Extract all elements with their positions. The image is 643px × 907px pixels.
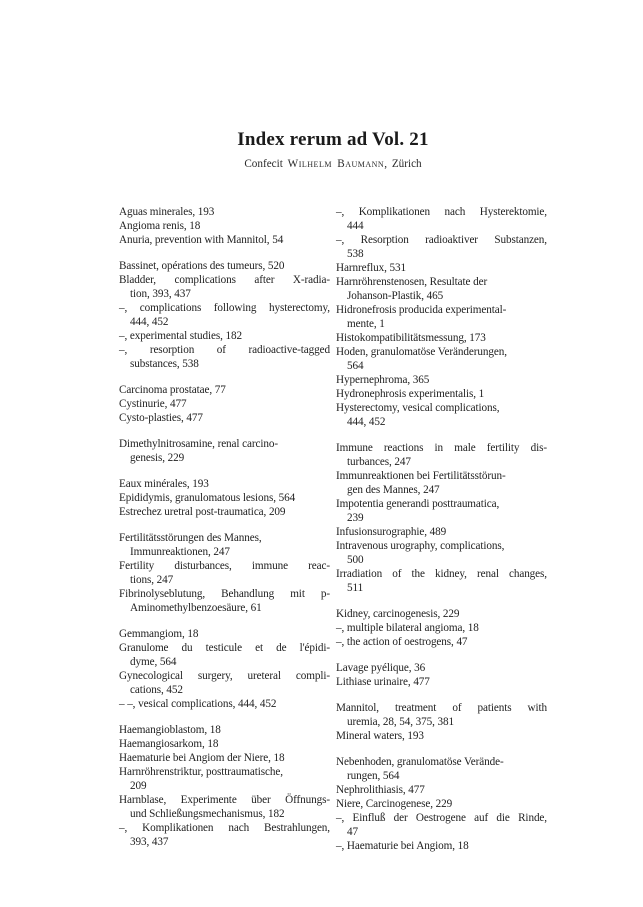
index-entry-line: dyme, 564 (130, 656, 177, 668)
index-entry-line: Hidronefrosis producida experimental- (336, 304, 507, 316)
index-entry-line: Gynecological surgery, ureteral compli- (119, 670, 330, 682)
index-entry (119, 669, 330, 697)
index-entry-line: Hoden, granulomatöse Veränderungen, (336, 346, 507, 358)
index-entry-line: tion, 393, 437 (130, 288, 191, 300)
index-entry-line: Lithiase urinaire, 477 (336, 676, 430, 688)
index-entry (119, 205, 330, 219)
index-entry (119, 301, 330, 329)
index-entry-line: uremia, 28, 54, 375, 381 (347, 716, 454, 728)
index-entry (336, 331, 547, 345)
index-entry-line: Angioma renis, 18 (119, 220, 201, 232)
index-entry-line: Nebenhoden, granulomatöse Verände- (336, 756, 504, 768)
index-entry (119, 627, 330, 641)
index-entry-line: Fertilitätsstörungen des Mannes, (119, 532, 262, 544)
index-entry (336, 373, 547, 387)
index-entry-line: Immunreaktionen, 247 (130, 546, 230, 558)
index-entry-line: –, the action of oestrogens, 47 (336, 636, 468, 648)
index-entry (336, 635, 547, 649)
index-entry-line: Irradiation of the kidney, renal changes, (336, 568, 547, 580)
index-entry-line: 444, 452 (130, 316, 169, 328)
index-entry (119, 273, 330, 301)
index-entry-line: genesis, 229 (130, 452, 185, 464)
index-entry-line: mente, 1 (347, 318, 385, 330)
index-entry (336, 701, 547, 729)
index-entry-line: Estrechez uretral post-traumatica, 209 (119, 506, 286, 518)
index-group (336, 701, 547, 743)
index-entry-line: Fertility disturbances, immune reac- (119, 560, 330, 572)
index-entry-line: Eaux minérales, 193 (119, 478, 209, 490)
index-entry-line: Fibrinolyseblutung, Behandlung mit p- (119, 588, 330, 600)
index-entry (336, 401, 547, 429)
index-entry (119, 793, 330, 821)
index-entry-line: Haemangiosarkom, 18 (119, 738, 219, 750)
index-entry (119, 411, 330, 425)
byline (119, 158, 547, 170)
index-entry (119, 641, 330, 669)
index-entry-line: tions, 247 (130, 574, 174, 586)
index-entry-line: turbances, 247 (347, 456, 411, 468)
page-title: Index rerum ad Vol. 21 (237, 129, 429, 150)
index-entry-line: Harnröhrenstenosen, Resultate der (336, 276, 488, 288)
index-entry-line: Kidney, carcinogenesis, 229 (336, 608, 460, 620)
index-entry-line: –, resorption of radioactive-tagged (119, 344, 330, 356)
index-entry-line: –, Haematurie bei Angiom, 18 (336, 840, 469, 852)
index-entry (119, 505, 330, 519)
index-entry-line: Harnreflux, 531 (336, 262, 406, 274)
index-entry (336, 539, 547, 567)
index-entry (336, 783, 547, 797)
index-group (336, 205, 547, 429)
index-entry-line: Immune reactions in male fertility dis- (336, 442, 547, 454)
index-entry (336, 607, 547, 621)
index-entry-line: Haemangioblastom, 18 (119, 724, 221, 736)
index-entry (119, 587, 330, 615)
index-entry-line: Dimethylnitrosamine, renal carcino- (119, 438, 278, 450)
index-entry (336, 233, 547, 261)
index-entry-line: Johanson-Plastik, 465 (347, 290, 444, 302)
index-entry (119, 737, 330, 751)
index-entry (336, 469, 547, 497)
index-entry-line: rungen, 564 (347, 770, 400, 782)
index-group (119, 477, 330, 519)
index-entry (119, 765, 330, 793)
index-entry (336, 525, 547, 539)
index-entry (336, 675, 547, 689)
index-group (119, 723, 330, 849)
index-column-right (336, 205, 547, 853)
index-entry (119, 559, 330, 587)
index-entry (336, 303, 547, 331)
index-entry-line: und Schließungsmechanismus, 182 (130, 808, 285, 820)
index-entry (336, 387, 547, 401)
index-group (336, 441, 547, 595)
index-entry-line: –, Einfluß der Oestrogene auf die Rinde, (336, 812, 547, 824)
index-entry-line: Immunreaktionen bei Fertilitätsstörun- (336, 470, 506, 482)
index-entry-line: 444 (347, 220, 364, 232)
index-group (119, 259, 330, 371)
index-entry (119, 233, 330, 247)
index-entry-line: 511 (347, 582, 364, 594)
index-entry-line: Hysterectomy, vesical complications, (336, 402, 500, 414)
index-entry-line: Granulome du testicule et de l'épidi- (119, 642, 330, 654)
index-entry-line: Infusionsurographie, 489 (336, 526, 447, 538)
index-entry (119, 343, 330, 371)
index-entry-line: Aminomethylbenzoesäure, 61 (130, 602, 262, 614)
index-entry (336, 729, 547, 743)
index-entry-line: Harnblase, Experimente über Öffnungs- (119, 794, 330, 806)
index-entry (336, 205, 547, 233)
index-entry-line: Mannitol, treatment of patients with (336, 702, 547, 714)
index-entry (336, 755, 547, 783)
index-group (119, 627, 330, 711)
index-entry-line: Bladder, complications after X-radia- (119, 274, 330, 286)
index-entry (119, 531, 330, 559)
index-entry-line: Mineral waters, 193 (336, 730, 424, 742)
index-entry (336, 441, 547, 469)
index-entry (336, 661, 547, 675)
index-entry-line: – –, vesical complications, 444, 452 (119, 698, 277, 710)
index-entry-line: Harnröhrenstriktur, posttraumatische, (119, 766, 283, 778)
index-entry (119, 329, 330, 343)
index-group (336, 755, 547, 853)
index-entry-line: –, Resorption radioaktiver Substanzen, (336, 234, 547, 246)
index-entry-line: cations, 452 (130, 684, 183, 696)
index-entry (119, 491, 330, 505)
byline-suffix: , Zürich (384, 158, 422, 170)
index-entry-line: –, experimental studies, 182 (119, 330, 243, 342)
index-entry (119, 821, 330, 849)
index-entry-line: Lavage pyélique, 36 (336, 662, 426, 674)
index-entry (119, 477, 330, 491)
index-entry-line: Hypernephroma, 365 (336, 374, 430, 386)
index-entry (336, 621, 547, 635)
index-entry-line: Intravenous urography, complications, (336, 540, 505, 552)
index-entry (336, 839, 547, 853)
index-entry-line: Histokompatibilitätsmessung, 173 (336, 332, 486, 344)
index-entry (119, 397, 330, 411)
index-entry (336, 345, 547, 373)
index-entry-line: Bassinet, opérations des tumeurs, 520 (119, 260, 285, 272)
index-entry (336, 567, 547, 595)
index-entry-line: Cystinurie, 477 (119, 398, 187, 410)
index-entry (336, 497, 547, 525)
index-entry-line: Nephrolithiasis, 477 (336, 784, 425, 796)
index-entry-line: 393, 437 (130, 836, 169, 848)
index-entry (336, 797, 547, 811)
index-group (336, 661, 547, 689)
index-entry-line: 564 (347, 360, 364, 372)
index-entry-line: 239 (347, 512, 364, 524)
index-entry-line: Niere, Carcinogenese, 229 (336, 798, 453, 810)
index-group (119, 531, 330, 615)
index-entry-line: 538 (347, 248, 364, 260)
index-columns (119, 205, 547, 853)
index-entry-line: Gemmangiom, 18 (119, 628, 199, 640)
index-entry-line: Hydronephrosis experimentalis, 1 (336, 388, 485, 400)
index-entry-line: –, complications following hysterectomy, (119, 302, 330, 314)
byline-prefix: Confecit (244, 158, 283, 170)
index-entry-line: –, multiple bilateral angioma, 18 (336, 622, 479, 634)
index-group (119, 383, 330, 425)
index-entry (336, 275, 547, 303)
index-entry-line: Cysto-plasties, 477 (119, 412, 203, 424)
index-entry-line: –, Komplikationen nach Hysterektomie, (336, 206, 547, 218)
index-entry (119, 259, 330, 273)
index-entry-line: 47 (347, 826, 358, 838)
index-entry-line: 209 (130, 780, 147, 792)
index-entry (119, 697, 330, 711)
index-entry-line: Impotentia generandi posttraumatica, (336, 498, 500, 510)
byline-name: Wilhelm Baumann (287, 158, 385, 170)
index-entry (119, 437, 330, 465)
index-column-left (119, 205, 330, 853)
index-entry-line: 500 (347, 554, 364, 566)
index-entry (336, 811, 547, 839)
index-entry-line: gen des Mannes, 247 (347, 484, 440, 496)
index-entry-line: Aguas minerales, 193 (119, 206, 215, 218)
index-entry-line: 444, 452 (347, 416, 386, 428)
index-entry-line: Epididymis, granulomatous lesions, 564 (119, 492, 296, 504)
index-entry-line: –, Komplikationen nach Bestrahlungen, (119, 822, 330, 834)
index-entry (119, 723, 330, 737)
index-group (119, 205, 330, 247)
index-entry-line: Haematurie bei Angiom der Niere, 18 (119, 752, 285, 764)
index-entry-line: substances, 538 (130, 358, 199, 370)
index-entry-line: Anuria, prevention with Mannitol, 54 (119, 234, 284, 246)
index-group (336, 607, 547, 649)
index-group (119, 437, 330, 465)
index-entry-line: Carcinoma prostatae, 77 (119, 384, 226, 396)
index-entry (336, 261, 547, 275)
index-entry (119, 751, 330, 765)
index-entry (119, 219, 330, 233)
index-entry (119, 383, 330, 397)
